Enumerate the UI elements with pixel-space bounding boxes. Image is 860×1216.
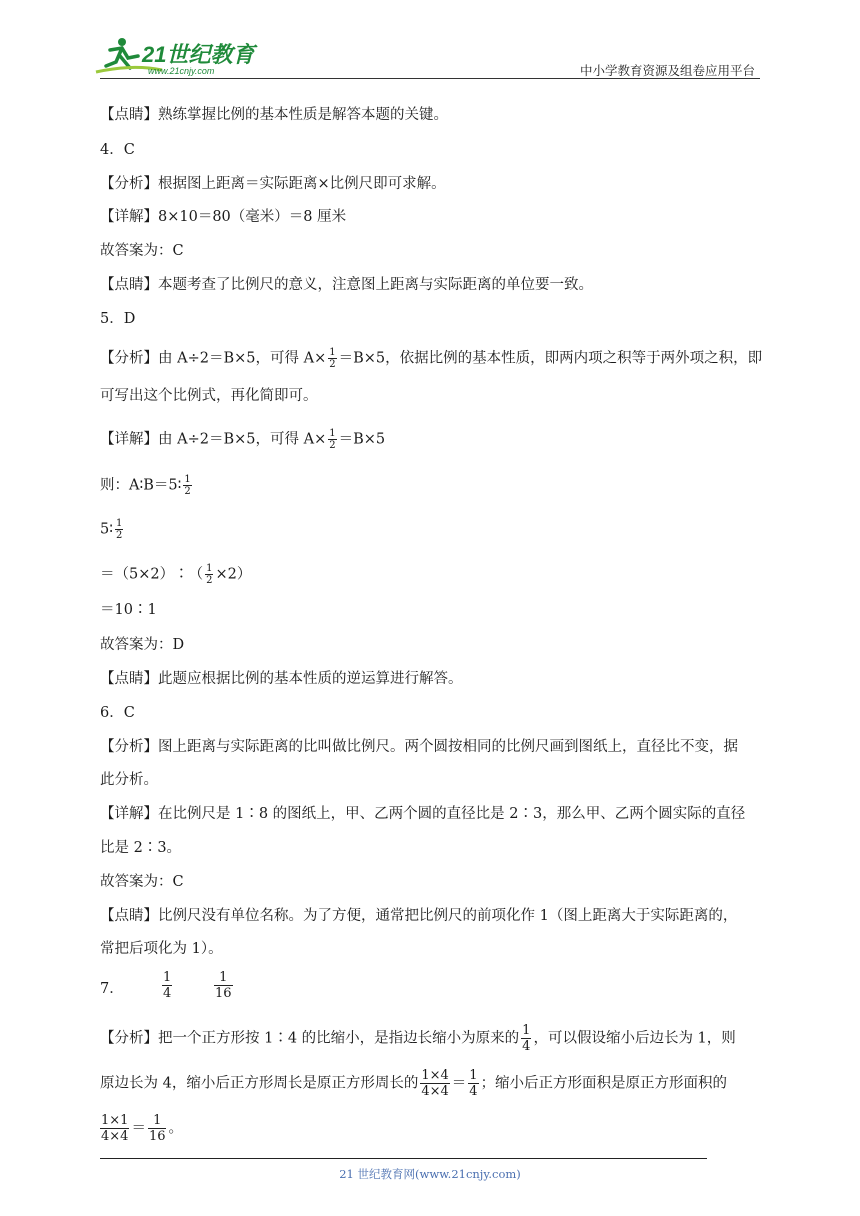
question-number: 4．C bbox=[100, 142, 135, 158]
question-number: 6．C bbox=[100, 705, 135, 721]
text-line: 5∶ $\frac{1}{2}$ bbox=[100, 518, 123, 541]
text-line: 【分析】由 A÷2＝B×5，可得 A× $\frac{1}{2}$ ＝B×5，依据比例的基本性质，即两内项之积等于两外项之积，即 bbox=[100, 347, 763, 370]
question-number: 7． bbox=[100, 981, 124, 997]
fraction: $\frac{1\times 4}{4\times 4}$ bbox=[421, 1068, 449, 1099]
text-line: 常把后项化为 1）。 bbox=[100, 941, 223, 957]
text-line: 可写出这个比例式，再化简即可。 bbox=[100, 388, 318, 404]
fraction: $\frac{1}{2}$ bbox=[329, 428, 336, 451]
fraction: $\frac{1}{16}$ bbox=[148, 1113, 166, 1144]
svg-text:www.21cnjy.com: www.21cnjy.com bbox=[148, 66, 215, 76]
text-line: 故答案为：D bbox=[100, 637, 185, 653]
text-line: 【点睛】熟练掌握比例的基本性质是解答本题的关键。 bbox=[100, 107, 448, 123]
question-number: 5．D bbox=[100, 311, 136, 327]
fraction: $\frac{1}{4}$ bbox=[469, 1068, 478, 1099]
text-line: 【分析】把一个正方形按 1∶4 的比缩小，是指边长缩小为原来的 $\frac{1}{4}$ ，可以假设缩小后边长为 1，则 bbox=[100, 1023, 736, 1054]
text-line: 【点睛】比例尺没有单位名称。为了方便，通常把比例尺的前项化作 1（图上距离大于实际距离的， bbox=[100, 908, 738, 924]
text-line: 比是 2∶3。 bbox=[100, 840, 182, 856]
text-line: 故答案为：C bbox=[100, 243, 184, 259]
header-divider bbox=[100, 78, 760, 79]
fraction: $\frac{1}{2}$ bbox=[116, 518, 123, 541]
text-line: 【详解】8×10＝80（毫米）＝8 厘米 bbox=[100, 209, 347, 225]
answer-fraction: $\frac{1}{4}$ bbox=[163, 970, 172, 1001]
footer-text: 21 世纪教育网(www.21cnjy.com) bbox=[339, 1167, 521, 1181]
footer-divider bbox=[100, 1158, 707, 1159]
text-line: 【分析】根据图上距离＝实际距离×比例尺即可求解。 bbox=[100, 176, 446, 192]
logo-21cnjy bbox=[92, 34, 262, 78]
text-line: ＝10∶1 bbox=[100, 602, 157, 618]
text-line: 此分析。 bbox=[100, 772, 158, 788]
fraction: $\frac{1}{2}$ bbox=[329, 347, 336, 370]
svg-text:21世纪教育: 21世纪教育 bbox=[142, 42, 255, 67]
answer-fraction: $\frac{1}{16}$ bbox=[215, 970, 232, 1001]
page-header bbox=[0, 0, 860, 82]
text-line: 【点睛】此题应根据比例的基本性质的逆运算进行解答。 bbox=[100, 671, 463, 687]
fraction: $\frac{1}{2}$ bbox=[206, 563, 213, 586]
text-line: 则：A∶B＝5∶ $\frac{1}{2}$ bbox=[100, 474, 191, 497]
text-line: 【详解】在比例尺是 1∶8 的图纸上，甲、乙两个圆的直径比是 2∶3，那么甲、乙两个圆实际的直径 bbox=[100, 806, 746, 822]
text-line: ＝（5×2）∶（ $\frac{1}{2}$ ×2） bbox=[100, 563, 252, 586]
text-line: 【分析】图上距离与实际距离的比叫做比例尺。两个圆按相同的比例尺画到图纸上，直径比不变，据 bbox=[100, 739, 738, 755]
fraction: $\frac{1}{4}$ bbox=[522, 1023, 531, 1054]
fraction: $\frac{1\times 1}{4\times 4}$ bbox=[101, 1113, 129, 1144]
fraction: $\frac{1}{2}$ bbox=[184, 474, 191, 497]
text-line: 【详解】由 A÷2＝B×5，可得 A× $\frac{1}{2}$ ＝B×5 bbox=[100, 428, 386, 451]
text-line: $\frac{1\times 1}{4\times 4}$ ＝ $\frac{1}{16}$ 。 bbox=[101, 1113, 183, 1144]
text-line: 原边长为 4，缩小后正方形周长是原正方形周长的 $\frac{1\times 4}{4\times 4}$ ＝ $\frac{1}{4}$ ；缩小后正方形面积是原正方形面积的 bbox=[100, 1068, 728, 1099]
site-title: 中小学教育资源及组卷应用平台 bbox=[579, 63, 755, 78]
text-line: 故答案为：C bbox=[100, 874, 184, 890]
text-line: 【点睛】本题考查了比例尺的意义，注意图上距离与实际距离的单位要一致。 bbox=[100, 277, 593, 293]
